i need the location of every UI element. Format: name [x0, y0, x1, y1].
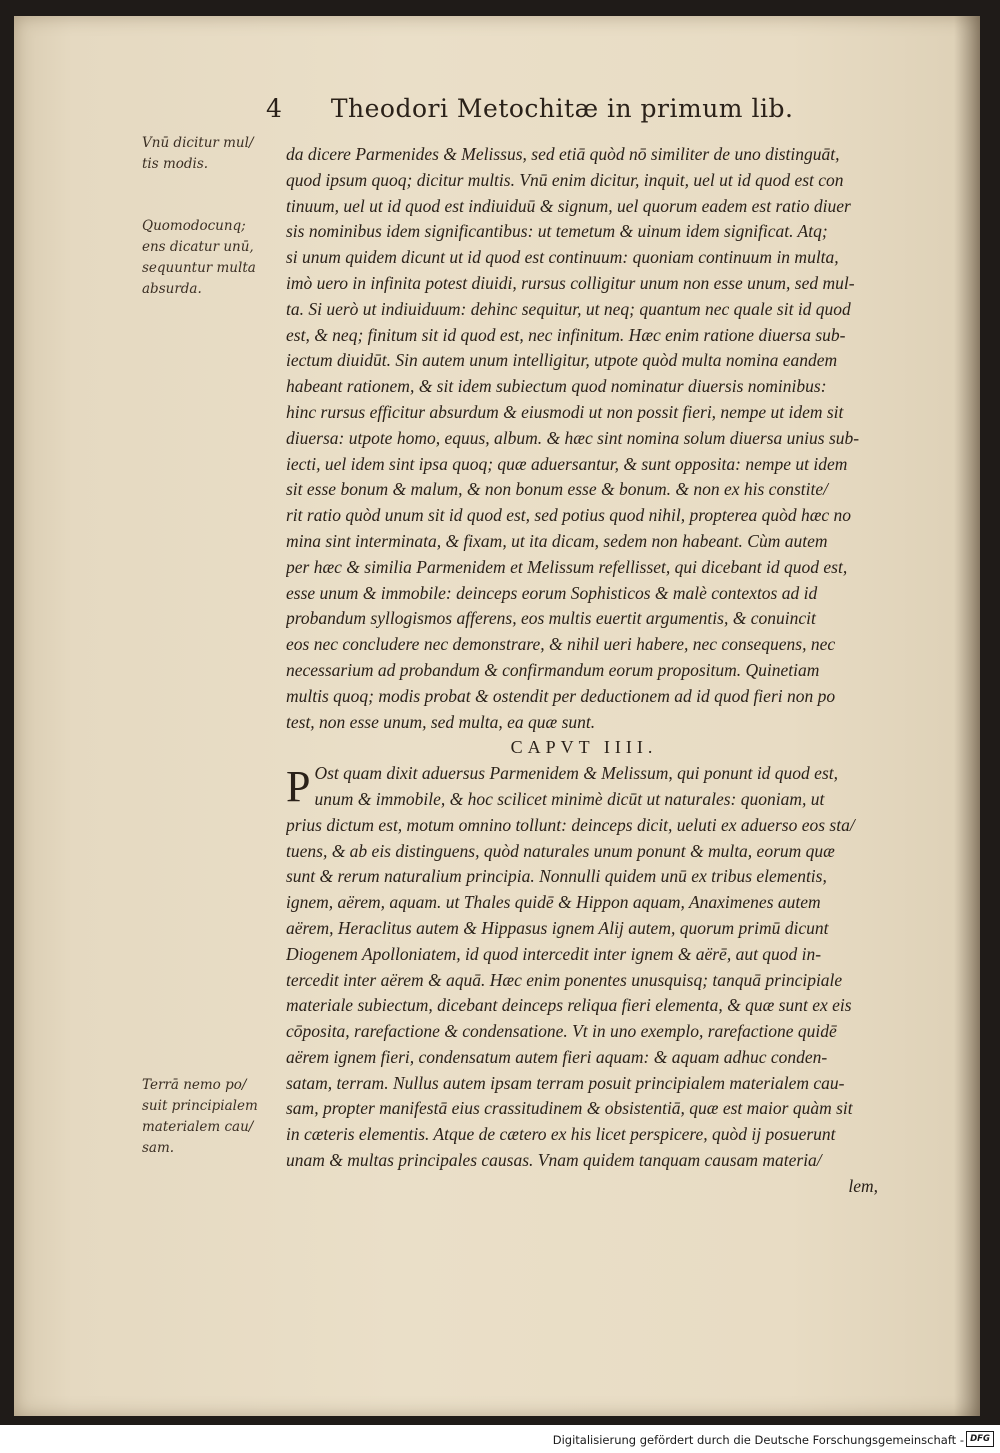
text-line: unum & immobile, & hoc scilicet minimè dicūt ut naturales: quoniam, ut — [314, 788, 825, 809]
text-line: in cæteris elementis. Atque de cætero ex his licet perspicere, quòd ij posuerunt — [286, 1124, 836, 1145]
text-line: sit esse bonum & malum, & non bonum esse & bonum. & non ex his constite/ — [286, 479, 828, 500]
text-line: hinc rursus efficitur absurdum & eiusmodi ut non possit fieri, nempe ut idem sit — [286, 401, 844, 422]
running-title: Theodori Metochitæ in primum lib. — [330, 94, 794, 123]
text-line: est, & neq; finitum sit id quod est, nec infinitum. Hæc enim ratione diuersa sub- — [286, 324, 846, 345]
margin-note-line: tis modis. — [142, 156, 209, 172]
text-line: Diogenem Apolloniatem, id quod intercedit inter ignem & aërē, aut quod in- — [286, 943, 822, 964]
margin-note-line: ens dicatur unū, — [142, 239, 254, 255]
text-line: tercedit inter aërem & aquā. Hæc enim ponentes unusquisq; tanquā principiale — [286, 969, 843, 990]
margin-note-line: sequuntur multa — [142, 260, 256, 276]
text-line: imò uero in infinita potest diuidi, rursus colligitur unum non esse unum, sed mul- — [286, 272, 855, 293]
margin-note-line: Terrā nemo po/ — [142, 1077, 247, 1093]
text-line: mina sint interminata, & fixam, ut ita dicam, sedem non habeant. Cùm autem — [286, 530, 828, 551]
text-line: cōposita, rarefactione & condensatione. Vt in uno exemplo, rarefactione quidē — [286, 1021, 837, 1042]
text-line: ignem, aërem, aquam. ut Thales quidē & Hippon aquam, Anaximenes autem — [286, 892, 821, 913]
chapter-lines — [286, 761, 882, 1174]
chapter-heading: CAPVT IIII. — [510, 737, 658, 758]
text-line: multis quoq; modis probat & ostendit per deductionem ad id quod fieri non po — [286, 685, 836, 706]
text-line: test, non esse unum, sed multa, ea quæ sunt. — [286, 711, 596, 732]
text-line: esse unum & immobile: deinceps eorum Sophisticos & malè contextos ad id — [286, 582, 818, 603]
text-line: eos nec concludere nec demonstrare, & nihil ueri habere, nec consequens, nec — [286, 634, 836, 655]
running-head — [266, 94, 866, 123]
text-line: tuens, & ab eis distinguens, quòd naturales unum ponunt & multa, eorum quæ — [286, 840, 835, 861]
text-line: tinuum, uel ut id quod est indiuiduū & signum, uel quorum eadem est ratio diuer — [286, 195, 851, 216]
dfg-logo: DFG — [966, 1431, 994, 1447]
text-line: rit ratio quòd unum sit id quod est, sed potius quod nihil, propterea quòd hæc no — [286, 505, 852, 526]
text-line: probandum syllogismos afferens, eos multis euertit argumentis, & conuincit — [286, 608, 816, 629]
text-line: habeant rationem, & sit idem subiectum quod nominatur diuersis nominibus: — [286, 376, 827, 397]
margin-note-1 — [142, 133, 272, 175]
margin-note-line: sam. — [142, 1140, 175, 1156]
text-line: aërem, Heraclitus autem & Hippasus ignem Alij autem, quorum primū dicunt — [286, 917, 829, 938]
text-line: materiale subiectum, dicebant deinceps reliqua fieri elementa, & quæ sunt ex eis — [286, 995, 852, 1016]
text-line: prius dictum est, motum omnino tollunt: deinceps dicit, ueluti ex aduerso eos sta/ — [286, 814, 855, 835]
text-line: Ost quam dixit aduersus Parmenidem & Melissum, qui ponunt id quod est, — [314, 763, 838, 784]
funding-notice: Digitalisierung gefördert durch die Deutsche Forschungsgemeinschaft - — [552, 1433, 964, 1447]
text-line: iectum diuidūt. Sin autem unum intelligitur, utpote quòd multa nomina eandem — [286, 350, 838, 371]
text-line: sam, propter manifestā eius crassitudinem & obsistentiā, quæ est maior quàm sit — [286, 1098, 853, 1119]
margin-note-2 — [142, 216, 272, 300]
chapter-paragraph — [286, 761, 882, 1174]
text-line: satam, terram. Nullus autem ipsam terram posuit principialem materialem cau- — [286, 1072, 845, 1093]
text-line: diuersa: utpote homo, equus, album. & hæc sint nomina solum diuersa unius sub- — [286, 427, 860, 448]
footer-bar — [0, 1425, 1000, 1453]
page-number: 4 — [266, 94, 283, 123]
text-line: ta. Si uerò ut indiuiduum: dehinc sequitur, ut neq; quantum nec quale sit id quod — [286, 298, 851, 319]
text-line: quod ipsum quoq; dicitur multis. Vnū enim dicitur, inquit, uel ut id quod est con — [286, 169, 844, 190]
margin-note-line: materialem cau/ — [142, 1119, 254, 1135]
text-line: necessarium ad probandum & confirmandum eorum propositum. Quinetiam — [286, 659, 820, 680]
book-page — [14, 16, 980, 1416]
margin-note-line: suit principialem — [142, 1098, 258, 1114]
body-paragraph — [286, 142, 882, 735]
margin-note-line: Quomodocunq; — [142, 218, 246, 234]
margin-note-line: absurda. — [142, 281, 202, 297]
text-line: per hæc & similia Parmenidem et Melissum refellisset, qui dicebant id quod est, — [286, 556, 848, 577]
text-line: aërem ignem fieri, condensatum autem fieri aquam: & aquam adhuc conden- — [286, 1046, 828, 1067]
text-line: unam & multas principales causas. Vnam quidem tanquam causam materia/ — [286, 1150, 822, 1171]
margin-note-3 — [142, 1075, 272, 1159]
drop-cap: P — [286, 762, 311, 812]
text-line: sis nominibus idem significantibus: ut temetum & uinum idem significat. Atq; — [286, 221, 828, 242]
text-line: si unum quidem dicunt ut id quod est continuum: quoniam continuum in multa, — [286, 247, 839, 268]
text-line: da dicere Parmenides & Melissus, sed etiā quòd nō similiter de uno distinguāt, — [286, 144, 840, 164]
catchword: lem, — [848, 1175, 878, 1196]
text-line: sunt & rerum naturalium principia. Nonnulli quidem unū ex tribus elementis, — [286, 866, 827, 887]
body-text — [286, 142, 882, 1200]
margin-note-line: Vnū dicitur mul/ — [142, 135, 254, 151]
text-line: iecti, uel idem sint ipsa quoq; quæ aduersantur, & sunt opposita: nempe ut idem — [286, 453, 848, 474]
